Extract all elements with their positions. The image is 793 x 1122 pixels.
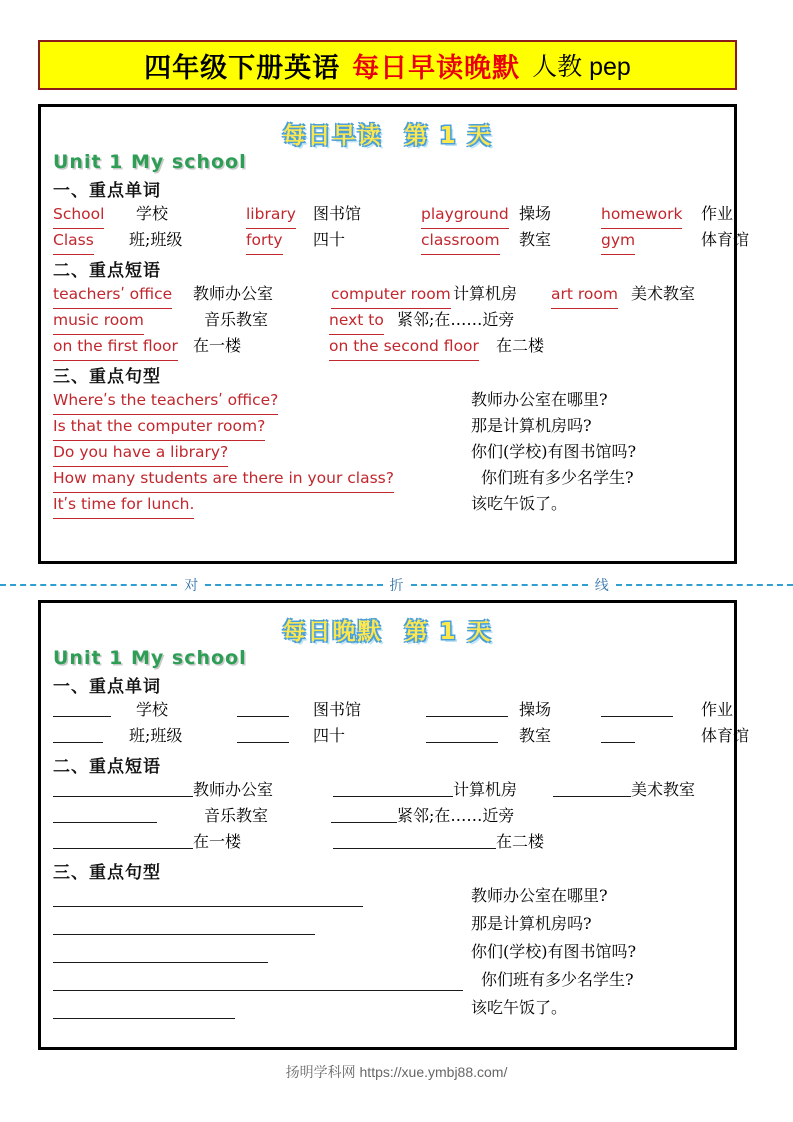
phrase-answer-blank[interactable] bbox=[333, 780, 453, 797]
morning-stamp-row bbox=[41, 107, 734, 149]
evening-word-row bbox=[41, 697, 734, 723]
page-title-banner bbox=[38, 40, 737, 90]
fold-dash-segment bbox=[205, 584, 382, 586]
evening-unit-title: Unit 1 My school bbox=[53, 647, 247, 669]
phrase-answer-blank[interactable] bbox=[53, 832, 193, 849]
phrase-en: next to bbox=[329, 307, 384, 335]
word-answer-blank[interactable] bbox=[53, 700, 111, 717]
sentence-en: Do you have a library? bbox=[53, 439, 228, 467]
morning-phrase-row bbox=[41, 333, 734, 359]
morning-stamp-label: 每日早读 bbox=[282, 122, 383, 149]
morning-reading-panel bbox=[38, 104, 750, 564]
sentence-answer-blank[interactable] bbox=[53, 918, 315, 935]
evening-word-row bbox=[41, 723, 750, 749]
sentence-answer-blank[interactable] bbox=[53, 890, 363, 907]
phrase-answer-blank[interactable] bbox=[331, 806, 397, 823]
sentence-en: Itʹs time for lunch. bbox=[53, 491, 194, 519]
sentence-en: Whereʹs the teachersʹ office? bbox=[53, 387, 278, 415]
sentence-zh: 教师办公室在哪里? bbox=[471, 390, 608, 409]
sentence-zh: 你们(学校)有图书馆吗? bbox=[471, 942, 637, 961]
fold-char: 折 bbox=[389, 578, 404, 594]
word-answer-blank[interactable] bbox=[601, 700, 673, 717]
sentence-zh: 你们班有多少名学生? bbox=[481, 468, 634, 487]
evening-phrase-row bbox=[41, 777, 734, 803]
morning-sentence-row bbox=[41, 491, 734, 517]
title-highlight: 每日早读晚默 bbox=[352, 52, 521, 84]
phrase-zh: 教师办公室 bbox=[193, 780, 274, 799]
evening-stamp-day: 第 1 天 bbox=[404, 618, 493, 645]
evening-stamp-row bbox=[41, 603, 734, 645]
word-zh: 学校 bbox=[136, 204, 169, 223]
phrase-en: art room bbox=[551, 281, 618, 309]
sentence-answer-blank[interactable] bbox=[53, 1002, 235, 1019]
word-zh: 图书馆 bbox=[313, 700, 362, 719]
sentence-zh: 你们班有多少名学生? bbox=[481, 970, 634, 989]
footer-watermark: 扬明学科网 https://xue.ymbj88.com/ bbox=[285, 1064, 508, 1080]
word-answer-blank[interactable] bbox=[426, 726, 498, 743]
evening-phrase-row bbox=[41, 829, 734, 855]
morning-sentences-heading: 三、重点句型 bbox=[53, 367, 161, 387]
phrase-zh: 紧邻;在……近旁 bbox=[397, 806, 515, 825]
fold-char: 对 bbox=[184, 578, 199, 594]
morning-phrases-heading: 二、重点短语 bbox=[53, 261, 161, 281]
word-answer-blank[interactable] bbox=[426, 700, 508, 717]
word-en: playground bbox=[421, 201, 509, 229]
morning-sentence-row bbox=[41, 387, 734, 413]
evening-sentence-row bbox=[41, 911, 734, 939]
evening-sentence-row bbox=[41, 995, 734, 1023]
sentence-en: How many students are there in your class? bbox=[53, 465, 394, 493]
word-zh: 图书馆 bbox=[313, 204, 362, 223]
morning-stamp-day: 第 1 天 bbox=[404, 122, 493, 149]
sentence-zh: 该吃午饭了。 bbox=[471, 998, 568, 1017]
evening-phrases-heading: 二、重点短语 bbox=[53, 757, 161, 777]
morning-unit-title: Unit 1 My school bbox=[53, 151, 247, 173]
sentence-en: Is that the computer room? bbox=[53, 413, 265, 441]
evening-sentence-row bbox=[41, 883, 734, 911]
word-zh: 作业 bbox=[701, 204, 734, 223]
word-zh: 体育馆 bbox=[701, 230, 750, 249]
word-zh: 操场 bbox=[519, 204, 552, 223]
word-en: forty bbox=[246, 227, 283, 255]
word-en: Class bbox=[53, 227, 94, 255]
sentence-zh: 教师办公室在哪里? bbox=[471, 886, 608, 905]
word-en: gym bbox=[601, 227, 635, 255]
fold-dash-segment bbox=[0, 584, 177, 586]
sentence-answer-blank[interactable] bbox=[53, 946, 268, 963]
phrase-zh: 在一楼 bbox=[193, 832, 242, 851]
evening-sentences-heading: 三、重点句型 bbox=[53, 863, 161, 883]
fold-char: 线 bbox=[594, 578, 609, 594]
phrase-zh: 美术教室 bbox=[631, 780, 696, 799]
morning-sentence-row bbox=[41, 439, 734, 465]
morning-word-row bbox=[41, 227, 750, 253]
phrase-zh: 音乐教室 bbox=[204, 310, 269, 329]
evening-sentence-row bbox=[41, 967, 734, 995]
evening-words-heading: 一、重点单词 bbox=[53, 677, 161, 697]
word-zh: 班;班级 bbox=[129, 230, 183, 249]
morning-sentence-row bbox=[41, 413, 734, 439]
sentence-answer-blank[interactable] bbox=[53, 974, 463, 991]
morning-sentence-row bbox=[41, 465, 734, 491]
phrase-en: on the first floor bbox=[53, 333, 178, 361]
sentence-zh: 你们(学校)有图书馆吗? bbox=[471, 442, 637, 461]
morning-word-row bbox=[41, 201, 734, 227]
sentence-zh: 该吃午饭了。 bbox=[471, 494, 568, 513]
phrase-zh: 在二楼 bbox=[496, 336, 545, 355]
morning-words-heading: 一、重点单词 bbox=[53, 181, 161, 201]
phrase-answer-blank[interactable] bbox=[333, 832, 496, 849]
phrase-zh: 音乐教室 bbox=[204, 806, 269, 825]
word-zh: 四十 bbox=[313, 726, 346, 745]
word-zh: 教室 bbox=[519, 230, 552, 249]
evening-stamp-label: 每日晚默 bbox=[282, 618, 383, 645]
evening-phrase-row bbox=[41, 803, 734, 829]
phrase-answer-blank[interactable] bbox=[53, 780, 193, 797]
word-zh: 作业 bbox=[701, 700, 734, 719]
phrase-en: computer room bbox=[331, 281, 451, 309]
word-en: library bbox=[246, 201, 296, 229]
phrase-en: teachersʹ office bbox=[53, 281, 172, 309]
word-answer-blank[interactable] bbox=[601, 726, 635, 743]
word-zh: 班;班级 bbox=[129, 726, 183, 745]
title-publisher: 人教 pep bbox=[532, 53, 631, 81]
phrase-answer-blank[interactable] bbox=[553, 780, 631, 797]
word-zh: 四十 bbox=[313, 230, 346, 249]
fold-dash-segment bbox=[411, 584, 588, 586]
evening-sentence-row bbox=[41, 939, 734, 967]
phrase-en: on the second floor bbox=[329, 333, 479, 361]
title-grade-subject: 四年级下册英语 bbox=[144, 52, 341, 84]
phrase-zh: 在二楼 bbox=[496, 832, 545, 851]
word-answer-blank[interactable] bbox=[53, 726, 103, 743]
phrase-zh: 教师办公室 bbox=[193, 284, 274, 303]
sentence-zh: 那是计算机房吗? bbox=[471, 914, 592, 933]
phrase-zh: 在一楼 bbox=[193, 336, 242, 355]
word-en: School bbox=[53, 201, 104, 229]
morning-phrase-row bbox=[41, 281, 734, 307]
fold-dash-segment bbox=[616, 584, 793, 586]
word-zh: 学校 bbox=[136, 700, 169, 719]
phrase-answer-blank[interactable] bbox=[53, 806, 157, 823]
evening-dictation-panel bbox=[38, 600, 750, 1050]
word-answer-blank[interactable] bbox=[237, 700, 289, 717]
phrase-en: music room bbox=[53, 307, 144, 335]
fold-line bbox=[0, 575, 793, 595]
sentence-zh: 那是计算机房吗? bbox=[471, 416, 592, 435]
word-zh: 教室 bbox=[519, 726, 552, 745]
phrase-zh: 计算机房 bbox=[453, 284, 518, 303]
word-answer-blank[interactable] bbox=[237, 726, 289, 743]
phrase-zh: 紧邻;在……近旁 bbox=[397, 310, 515, 329]
word-zh: 操场 bbox=[519, 700, 552, 719]
phrase-zh: 美术教室 bbox=[631, 284, 696, 303]
word-en: homework bbox=[601, 201, 682, 229]
morning-phrase-row bbox=[41, 307, 734, 333]
word-zh: 体育馆 bbox=[701, 726, 750, 745]
word-en: classroom bbox=[421, 227, 500, 255]
phrase-zh: 计算机房 bbox=[453, 780, 518, 799]
